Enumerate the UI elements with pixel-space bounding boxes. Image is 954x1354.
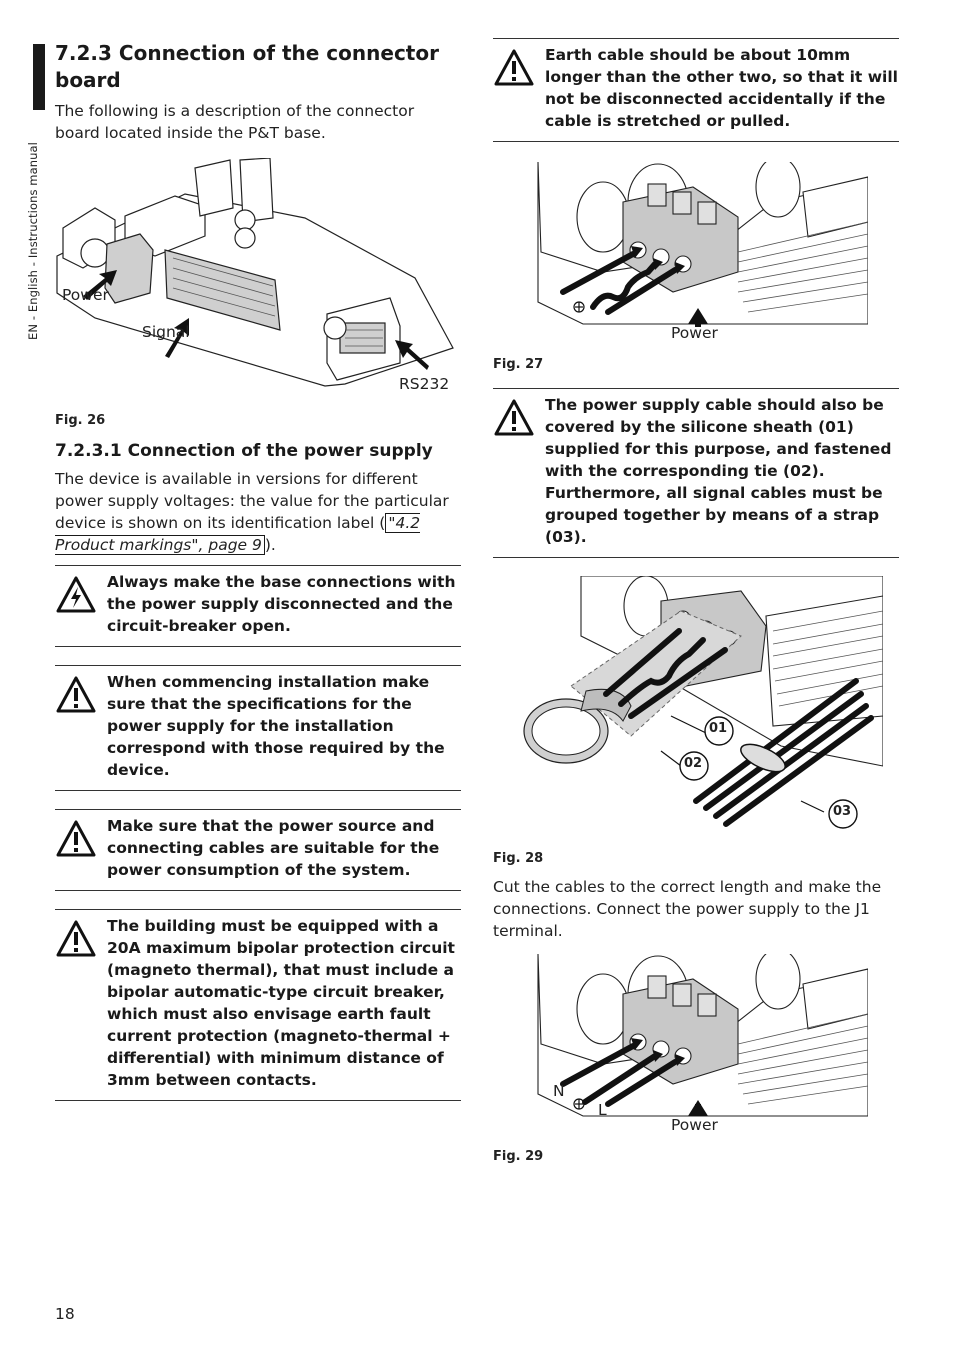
warning-power-source — [55, 809, 461, 891]
figure-29 — [523, 954, 868, 1139]
subsection-text-after: ). — [264, 536, 276, 554]
warning-silicone-sheath-text: The power supply cable should also be covered by the silicone sheath (01) supplied for this purpose, and fastened with the corresponding tie (02). Furthermore, all signal cables must be grouped together by means of a strap (03). — [545, 396, 892, 546]
fig27-label-power: Power — [671, 324, 718, 342]
warning-icon — [55, 919, 97, 959]
fig27-caption: Fig. 27 — [493, 357, 544, 372]
section-title: 7.2.3 Connection of the connector board — [55, 41, 439, 92]
fig29-label-l: L — [598, 1101, 607, 1119]
cut-cables-text: Cut the cables to the correct length and make the connections. Connect the power supply to the J1 terminal. — [493, 878, 882, 940]
fig28-caption: Fig. 28 — [493, 851, 544, 866]
electric-hazard-icon — [55, 575, 97, 615]
warning-earth-cable-text: Earth cable should be about 10mm longer than the other two, so that it will not be disconnected accidentally if the cable is stretched or pulled. — [545, 46, 898, 130]
figure-27 — [523, 162, 868, 347]
warning-power-source-text: Make sure that the power source and connecting cables are suitable for the power consumption of the system. — [107, 817, 440, 879]
warning-specifications-text: When commencing installation make sure that the specifications for the power supply for the installation correspond with those required by the device. — [107, 673, 445, 779]
page-number: 18 — [55, 1305, 75, 1323]
fig28-callout-01: 01 — [709, 721, 728, 736]
figure-28 — [511, 576, 883, 841]
figure-26 — [55, 158, 461, 408]
fig26-label-power: Power — [62, 286, 109, 304]
right-column — [493, 38, 899, 1164]
fig28-callout-03: 03 — [833, 804, 852, 819]
fig29-label-power: Power — [671, 1116, 718, 1134]
sheath-and-tie-illustration — [511, 576, 883, 841]
fig29-caption: Fig. 29 — [493, 1149, 544, 1164]
fig26-label-signal: Signal — [142, 323, 190, 341]
fig26-caption: Fig. 26 — [55, 413, 106, 428]
side-label: EN - English - Instructions manual — [26, 142, 40, 340]
subsection-text-before: The device is available in versions for different power supply voltages: the value for the particular device is shown on its identification label ( — [55, 470, 449, 532]
warning-earth-cable — [493, 38, 899, 142]
warning-icon — [55, 819, 97, 859]
warning-disconnect — [55, 565, 461, 647]
subsection-title: 7.2.3.1 Connection of the power supply — [55, 441, 433, 461]
fig29-label-n: N — [553, 1082, 565, 1100]
warning-icon — [493, 398, 535, 438]
section-intro: The following is a description of the connector board located inside the P&T base. — [55, 102, 415, 142]
warning-specifications — [55, 665, 461, 791]
power-terminal-illustration — [523, 162, 868, 327]
warning-protection-circuit-text: The building must be equipped with a 20A maximum bipolar protection circuit (magneto thermal), that must include a bipolar automatic-type circuit breaker, which must also envisage earth fault current protection (magneto-thermal + differential) with minimum distance of 3mm between contacts. — [107, 917, 455, 1089]
warning-protection-circuit — [55, 909, 461, 1101]
fig26-label-rs232: RS232 — [399, 375, 450, 393]
warning-disconnect-text: Always make the base connections with the power supply disconnected and the circuit-breaker open. — [107, 573, 456, 635]
warning-icon — [493, 48, 535, 88]
product-markings-link[interactable]: "4.2 Product markings", page 9 — [55, 514, 421, 554]
subsection-text — [55, 468, 461, 556]
section-marker-bar — [33, 44, 45, 110]
warning-silicone-sheath — [493, 388, 899, 558]
power-terminal-nl-illustration — [523, 954, 868, 1119]
connector-board-illustration — [55, 158, 461, 408]
left-column — [55, 40, 461, 1101]
fig28-callout-02: 02 — [684, 756, 703, 771]
warning-icon — [55, 675, 97, 715]
